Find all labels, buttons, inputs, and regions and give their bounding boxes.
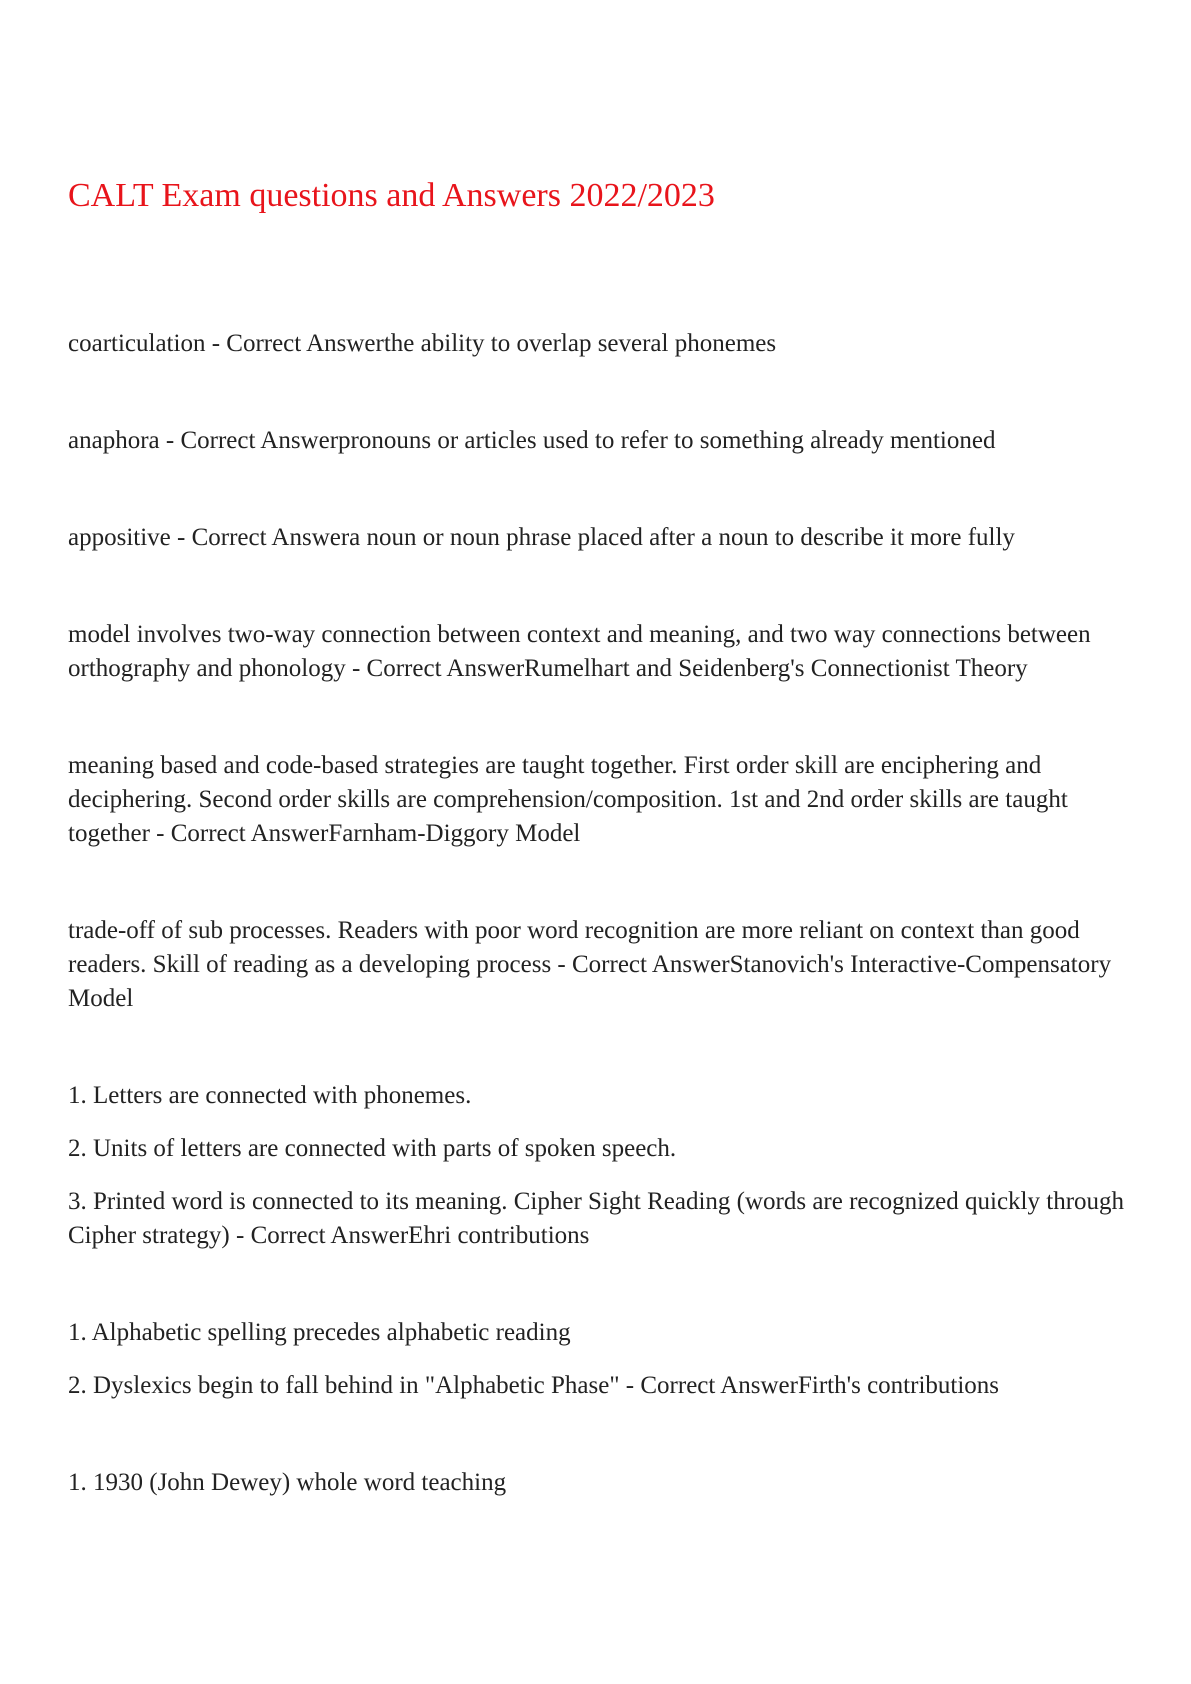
qa-entry-anaphora: anaphora - Correct Answerpronouns or articles used to refer to something already mentioned — [68, 427, 996, 454]
qa-entry-firth — [68, 1316, 1128, 1403]
qa-entry-connectionist-theory: model involves two-way connection between context and meaning, and two way connections between orthography and phonology - Correct AnswerRumelhart and Seidenberg's Connectionist Theory — [68, 621, 1091, 682]
document-title: CALT Exam questions and Answers 2022/2023 — [68, 177, 715, 214]
qa-entry-farnham-diggory: meaning based and code-based strategies are taught together. First order skill are enciphering and deciphering. Second order skills are comprehension/composition. 1st and 2nd order skills are taught together - Correct AnswerFarnham-Diggory Model — [68, 752, 1068, 847]
list-item: 1. Letters are connected with phonemes. — [68, 1082, 472, 1109]
list-item: 2. Dyslexics begin to fall behind in "Alphabetic Phase" - Correct AnswerFirth's contributions — [68, 1372, 1000, 1399]
list-item: 1. Alphabetic spelling precedes alphabetic reading — [68, 1319, 571, 1346]
qa-entry-appositive: appositive - Correct Answera noun or noun phrase placed after a noun to describe it more fully — [68, 524, 1015, 551]
qa-entry-coarticulation: coarticulation - Correct Answerthe ability to overlap several phonemes — [68, 330, 777, 357]
list-item: 1. 1930 (John Dewey) whole word teaching — [68, 1469, 507, 1496]
list-item: 3. Printed word is connected to its meaning. Cipher Sight Reading (words are recognized quickly through Cipher strategy) - Correct AnswerEhri contributions — [68, 1188, 1125, 1249]
qa-list — [68, 327, 1128, 1563]
qa-entry-dewey — [68, 1466, 1128, 1500]
list-item: 2. Units of letters are connected with parts of spoken speech. — [68, 1135, 677, 1162]
qa-entry-ehri — [68, 1079, 1128, 1253]
qa-entry-stanovich: trade-off of sub processes. Readers with poor word recognition are more reliant on context than good readers. Skill of reading as a developing process - Correct AnswerStanovich's Interactive-Compensatory Model — [68, 917, 1112, 1012]
